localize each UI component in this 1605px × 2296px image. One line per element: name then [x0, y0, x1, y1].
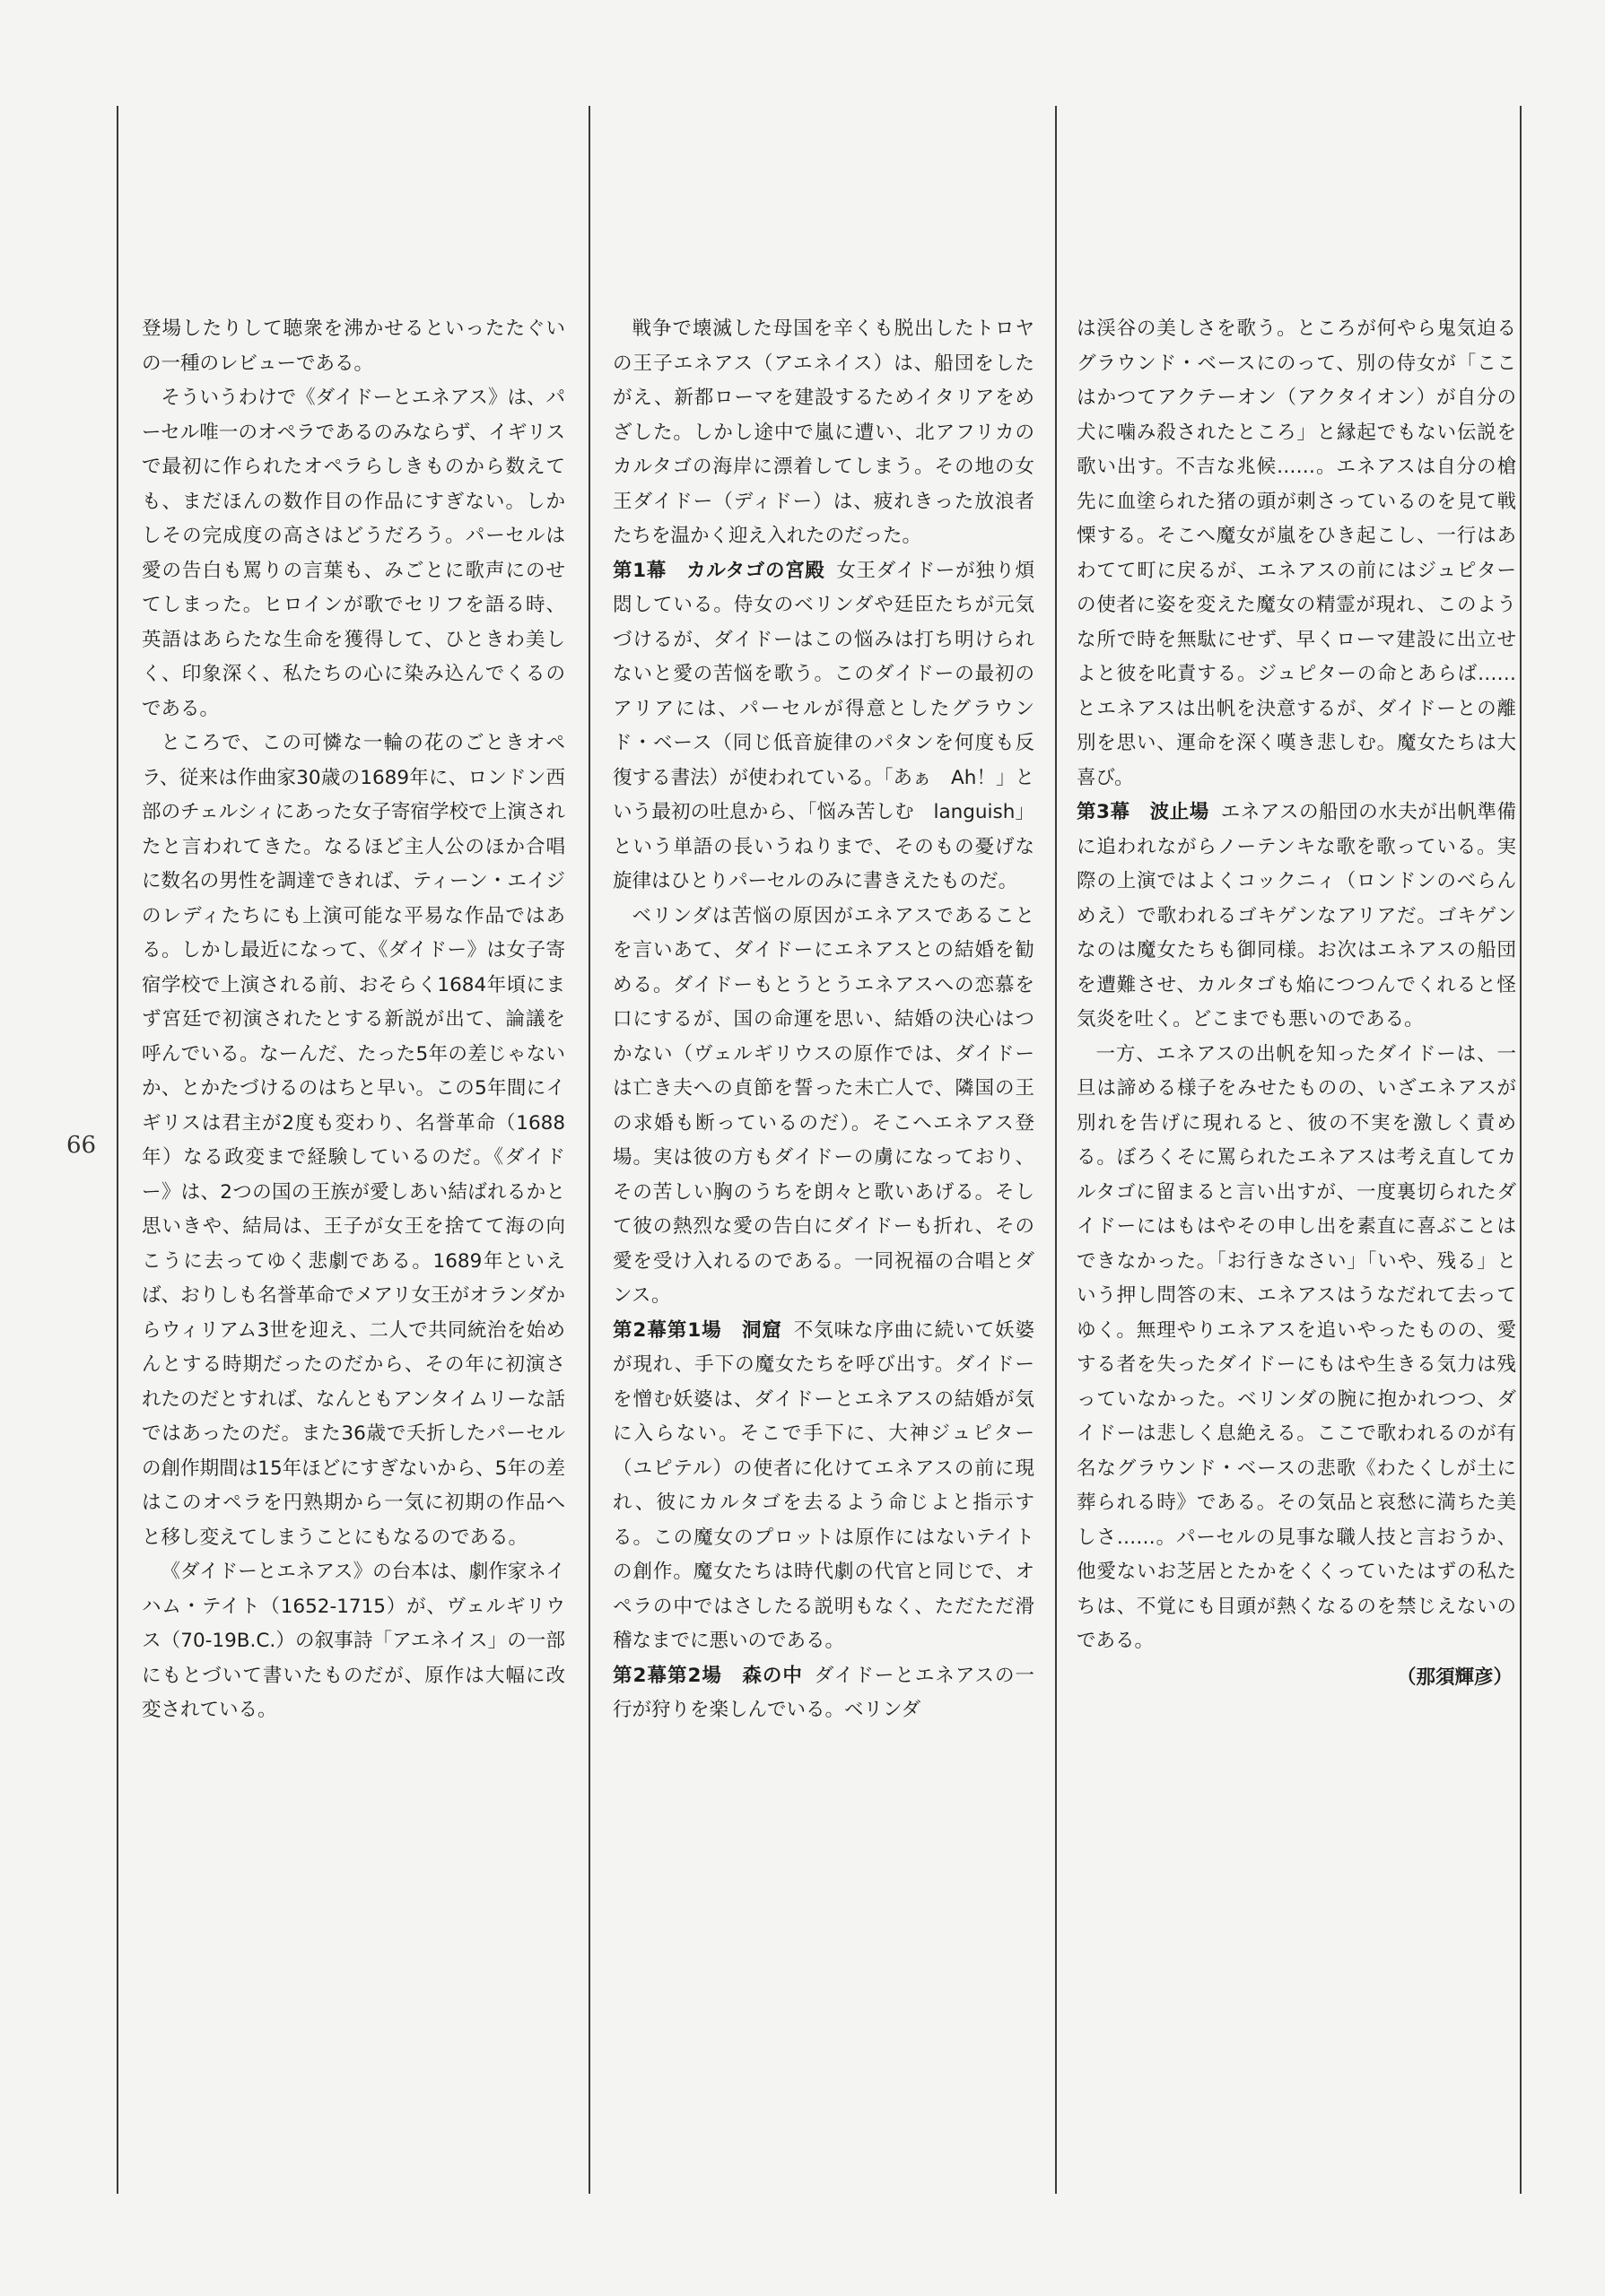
paragraph: 一方、エネアスの出帆を知ったダイドーは、一旦は諦める様子をみせたものの、いざエネアスが別れを告げに現れると、彼の不実を激しく責める。ぼろくそに罵られたエネアスは考え直してカルタゴに留まると言い出すが、一度裏切られたダイドーにはもはやその申し出を素直に喜ぶことはできなかった。「お行きなさい」「いや、残る」という押し問答の末、エネアスはうなだれて去ってゆく。無理やりエネアスを追いやったものの、愛する者を失ったダイドーにもはや生きる気力は残っていなかった。ベリンダの腕に抱かれつつ、ダイドーは悲しく息絶える。ここで歌われるのが有名なグラウンド・ベースの悲歌《わたくしが土に葬られる時》である。その気品と哀愁に満ちた美しさ……。パーセルの見事な職人技と言おうか、他愛ないお芝居とたかをくくっていたはずの私たちは、不覚にも目頭が熱くなるのを禁じえないのである。 [1077, 1042, 1516, 1652]
paragraph-synopsis-intro: 戦争で壊滅した母国を辛くも脱出したトロヤの王子エネアス（アエネイス）は、船団をしたがえ、新都ローマを建設するためイタリアをめざした。しかし途中で嵐に遭い、北アフリカのカルタゴの海岸に漂着してしまう。その地の女王ダイドー（ディドー）は、疲れきった放浪者たちを温かく迎え入れたのだった。 [613, 317, 1034, 547]
paragraph: 登場したりして聴衆を沸かせるといったたぐいの一種のレビューである。 [142, 317, 565, 375]
act2-scene1-text: 不気味な序曲に続いて妖婆が現れ、手下の魔女たちを呼び出す。ダイドーを憎む妖婆は、ダイドーとエネアスの結婚が気に入らない。そこで手下に、大神ジュピター（ユピテル）の使者に化けてエネアスの前に現れ、彼にカルタゴを去るよう命じよと指示する。この魔女のプロットは原作にはないテイトの創作。魔女たちは時代劇の代官と同じで、オペラの中ではさしたる説明もなく、ただただ滑稽なまでに悪いのである。 [613, 1318, 1034, 1652]
paragraph: ベリンダは苦悩の原因がエネアスであることを言いあて、ダイドーにエネアスとの結婚を勧める。ダイドーもとうとうエネアスへの恋慕を口にするが、国の命運を思い、結婚の決心はつかない（ヴェルギリウスの原作では、ダイドーは亡き夫への貞節を誓った未亡人で、隣国の王の求婚も断っているのだ）。そこへエネアス登場。実は彼の方もダイドーの虜になっており、その苦しい胸のうちを朗々と歌いあげる。そして彼の熱烈な愛の告白にダイドーも折れ、その愛を受け入れるのである。一同祝福の合唱とダンス。 [613, 904, 1034, 1307]
act2-scene2-text: ダイドーとエネアスの一行が狩りを楽しんでいる。ベリンダ [613, 1664, 1034, 1721]
scene-heading-act1: 第1幕 カルタゴの宮殿 [613, 559, 825, 582]
author-credit: （那須輝彦） [1396, 1665, 1513, 1689]
scene-heading-act3: 第3幕 波止場 [1077, 801, 1209, 823]
scene-heading-act2-scene1: 第2幕第1場 洞窟 [613, 1318, 782, 1342]
article-column-1 [142, 312, 565, 1728]
column-rule-right [1520, 106, 1522, 2194]
column-rule-middle-left [589, 106, 590, 2194]
act1-text: 女王ダイドーが独り煩悶している。侍女のベリンダや廷臣たちが元気づけるが、ダイドーはこの悩みは打ち明けられないと愛の苦悩を歌う。このダイドーの最初のアリアには、パーセルが得意としたグラウンド・ベース（同じ低音旋律のパタンを何度も反復する書法）が使われている。「あぁ Ah！」という最初の吐息から、「悩み苦しむ languish」という単語の長いうねりまで、そのもの憂げな旋律はひとりパーセルのみに書きえたものだ。 [613, 559, 1034, 892]
paragraph: ところで、この可憐な一輪の花のごときオペラ、従来は作曲家30歳の1689年に、ロンドン西部のチェルシィにあった女子寄宿学校で上演されたと言われてきた。なるほど主人公のほか合唱に数名の男性を調達できれば、ティーン・エイジのレディたちにも上演可能な平易な作品ではある。しかし最近になって、《ダイドー》は女子寄宿学校で上演される前、おそらく1684年頃にまず宮廷で初演されたとする新説が出て、論議を呼んでいる。なーんだ、たった5年の差じゃないか、とかたづけるのはちと早い。この5年間にイギリスは君主が2度も変わり、名誉革命（1688年）なる政変まで経験しているのだ。《ダイドー》は、2つの国の王族が愛しあい結ばれるかと思いきや、結局は、王子が女王を捨てて海の向こうに去ってゆく悲劇である。1689年といえば、おりしも名誉革命でメアリ女王がオランダからウィリアム3世を迎え、二人で共同統治を始めんとする時期だったのだから、その年に初演されたのだとすれば、なんともアンタイムリーな話ではあったのだ。また36歳で夭折したパーセルの創作期間は15年ほどにすぎないから、5年の差はこのオペラを円熟期から一気に初期の作品へと移し変えてしまうことにもなるのである。 [142, 732, 565, 1549]
column-rule-left [117, 106, 118, 2194]
paragraph-act2-scene1 [613, 1314, 1034, 1659]
article-column-2 [613, 312, 1034, 1728]
paragraph: 《ダイドーとエネアス》の台本は、劇作家ネイハム・テイト（1652-1715）が、ヴェルギリウス（70-19B.C.）の叙事詩「アエネイス」の一部にもとづいて書いたものだが、原作は大幅に改変されている。 [142, 1561, 565, 1721]
paragraph-act1 [613, 554, 1034, 900]
article-column-3 [1077, 312, 1516, 1695]
paragraph-act3 [1077, 796, 1516, 1038]
paragraph: そういうわけで《ダイドーとエネアス》は、パーセル唯一のオペラであるのみならず、イギリスで最初に作られたオペラらしきものから数えても、まだほんの数作目の作品にすぎない。しかしその完成度の高さはどうだろう。パーセルは愛の告白も罵りの言葉も、みごとに歌声にのせてしまった。ヒロインが歌でセリフを語る時、英語はあらたな生命を獲得して、ひときわ美しく、印象深く、私たちの心に染み込んでくるのである。 [142, 387, 565, 720]
paragraph-act2-scene2 [613, 1659, 1034, 1728]
column-rule-middle-right [1055, 106, 1057, 2194]
act3-text: エネアスの船団の水夫が出帆準備に追われながらノーテンキな歌を歌っている。実際の上演ではよくコックニィ（ロンドンのべらんめえ）で歌われるゴキゲンなアリアだ。ゴキゲンなのは魔女たちも御同様。お次はエネアスの船団を遭難させ、カルタゴも焔につつんでくれると怪気炎を吐く。どこまでも悪いのである。 [1077, 801, 1516, 1031]
page-number: 66 [66, 1132, 97, 1159]
paragraph: は渓谷の美しさを歌う。ところが何やら鬼気迫るグラウンド・ベースにのって、別の侍女が「ここはかつてアクテーオン（アクタイオン）が自分の犬に噛み殺されたところ」と縁起でもない伝説を歌い出す。不吉な兆候……。エネアスは自分の槍先に血塗られた猪の頭が刺さっているのを見て戦慄する。そこへ魔女が嵐をひき起こし、一行はあわてて町に戻るが、エネアスの前にはジュピターの使者に姿を変えた魔女の精霊が現れ、このような所で時を無駄にせず、早くローマ建設に出立せよと彼を叱責する。ジュピターの命とあらば……とエネアスは出帆を決意するが、ダイドーとの離別を思い、運命を深く嘆き悲しむ。魔女たちは大喜び。 [1077, 317, 1516, 789]
scene-heading-act2-scene2: 第2幕第2場 森の中 [613, 1664, 803, 1687]
